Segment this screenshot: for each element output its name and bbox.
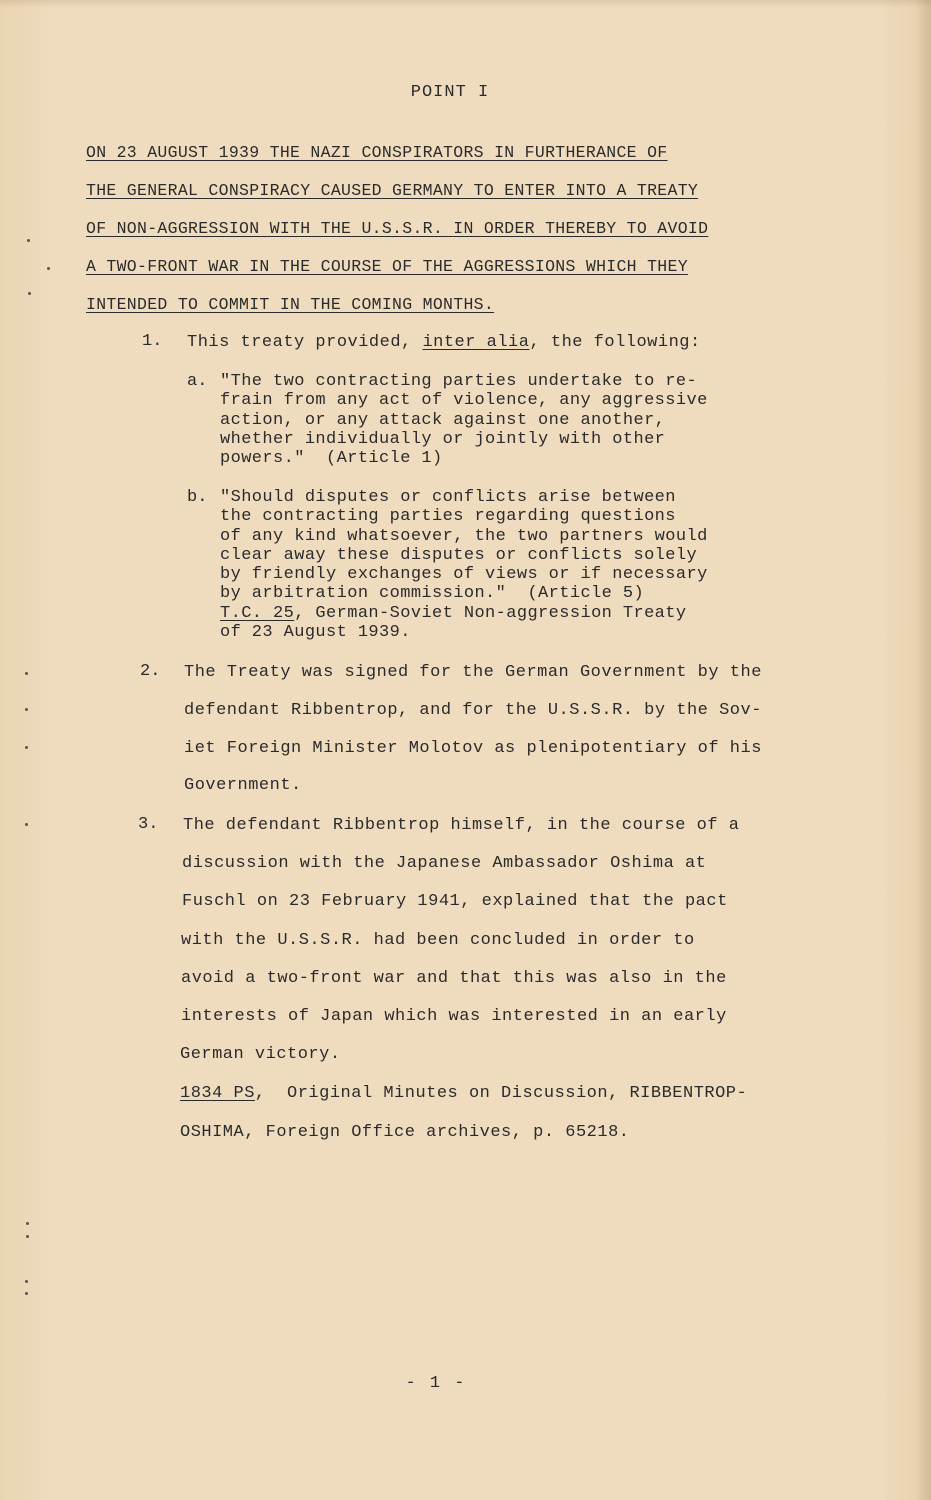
item-3-citation-line2: OSHIMA, Foreign Office archives, p. 65218.	[180, 1123, 630, 1142]
margin-speck	[25, 746, 28, 749]
item-1-text-before: This treaty provided,	[187, 333, 423, 352]
margin-speck	[25, 708, 28, 711]
margin-speck	[25, 672, 28, 675]
item-3-citation-ref: 1834 PS	[180, 1084, 255, 1103]
margin-speck	[27, 239, 30, 242]
page-number: - 1 -	[405, 1374, 467, 1393]
margin-speck	[26, 1235, 29, 1238]
page-right-edge	[915, 0, 931, 1500]
heading-line-1: ON 23 AUGUST 1939 THE NAZI CONSPIRATORS IN FURTHERANCE OF	[86, 143, 668, 162]
item-1b-citation-line2: of 23 August 1939.	[220, 623, 411, 642]
page-top-edge	[0, 0, 931, 8]
item-1a-quote: "The two contracting parties undertake to re- frain from any act of violence, any aggressive action, or any attack against one another, whether individually or jointly with other powers." (Article 1)	[220, 372, 708, 469]
item-2-number: 2.	[140, 662, 161, 681]
item-1b-label: b.	[187, 488, 208, 507]
item-3-line-4: with the U.S.S.R. had been concluded in order to	[181, 931, 695, 950]
item-3-line-3: Fuschl on 23 February 1941, explained that the pact	[182, 892, 728, 911]
item-1b-citation-rest: , German-Soviet Non-aggression Treaty	[294, 604, 687, 623]
item-3-line-7: German victory.	[180, 1045, 341, 1064]
item-1a-label: a.	[187, 372, 208, 391]
item-3-line-6: interests of Japan which was interested in an early	[181, 1007, 727, 1026]
heading-line-4: A TWO-FRONT WAR IN THE COURSE OF THE AGGRESSIONS WHICH THEY	[86, 257, 688, 276]
heading-line-5: INTENDED TO COMMIT IN THE COMING MONTHS.	[86, 295, 495, 314]
page-title: POINT I	[410, 83, 490, 102]
item-2-line-4: Government.	[184, 776, 302, 795]
item-1-text-after: , the following:	[529, 333, 701, 352]
item-1-number: 1.	[142, 332, 163, 351]
item-1-latin-phrase: inter alia	[422, 333, 530, 352]
item-2-line-2: defendant Ribbentrop, and for the U.S.S.R. by the Sov-	[184, 701, 762, 720]
item-1b-quote: "Should disputes or conflicts arise between the contracting parties regarding questions of any kind whatsoever, the two partners would clear away these disputes or conflicts solely by friendly exchanges of views or if necessary by arbitration commission." (Article 5)	[220, 488, 708, 604]
item-1b-citation-ref: T.C. 25	[220, 604, 295, 623]
item-1b-citation	[220, 604, 686, 623]
margin-speck	[28, 292, 31, 295]
heading-line-3: OF NON-AGGRESSION WITH THE U.S.S.R. IN ORDER THEREBY TO AVOID	[86, 219, 709, 238]
item-3-line-5: avoid a two-front war and that this was also in the	[181, 969, 727, 988]
item-3-citation-rest: , Original Minutes on Discussion, RIBBENTROP-	[254, 1084, 748, 1103]
margin-speck	[25, 1280, 28, 1283]
item-3-citation	[180, 1084, 747, 1103]
item-3-number: 3.	[138, 815, 159, 834]
margin-speck	[47, 267, 50, 270]
margin-speck	[25, 1292, 28, 1295]
item-2-line-1: The Treaty was signed for the German Government by the	[184, 663, 762, 682]
item-3-line-2: discussion with the Japanese Ambassador Oshima at	[182, 854, 707, 873]
margin-speck	[25, 823, 28, 826]
item-3-line-1: The defendant Ribbentrop himself, in the course of a	[183, 816, 740, 835]
margin-speck	[26, 1222, 29, 1225]
heading-line-2: THE GENERAL CONSPIRACY CAUSED GERMANY TO ENTER INTO A TREATY	[86, 181, 699, 200]
item-1-text	[187, 333, 701, 352]
item-2-line-3: iet Foreign Minister Molotov as plenipotentiary of his	[184, 739, 762, 758]
